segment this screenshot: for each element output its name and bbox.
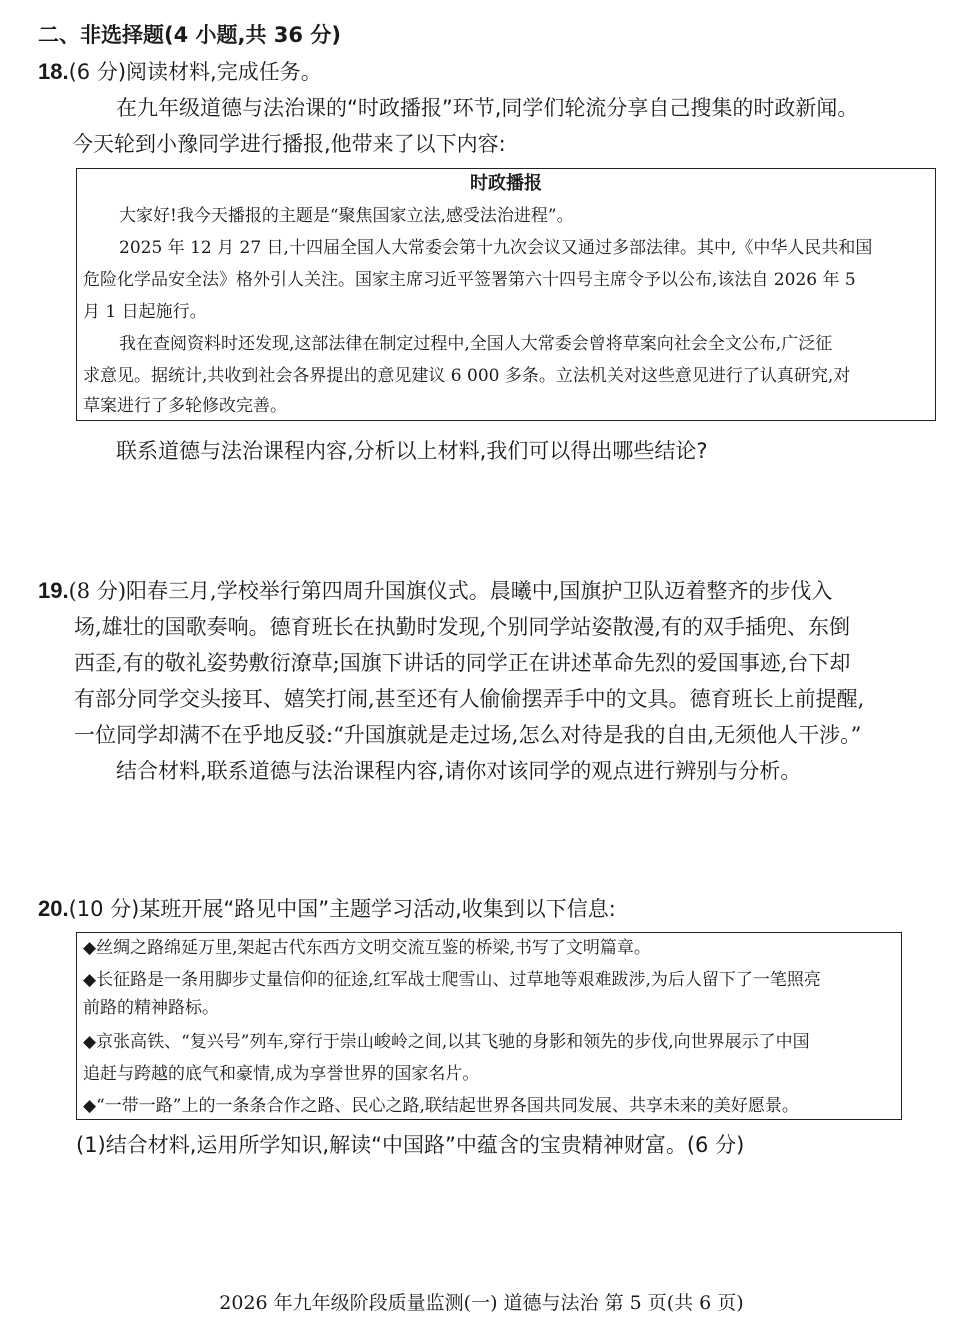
paragraph-line: (8 分)阳春三月,学校举行第四周升国旗仪式。晨曦中,国旗护卫队迈着整齐的步伐入 [68,579,833,603]
news-line: 危险化学品安全法》格外引人关注。国家主席习近平签署第六十四号主席令予以公布,该法自 2026 年 5 [83,270,856,290]
diamond-bullet-icon: ◆ [83,1096,97,1116]
news-line: 2025 年 12 月 27 日,十四届全国人大常委会第十九次会议又通过多部法律。其中,《中华人民共和国 [119,238,873,258]
question-stem: (6 分)阅读材料,完成任务。 [68,60,322,84]
paragraph-line: 一位同学却满不在乎地反驳:“升国旗就是走过场,怎么对待是我的自由,无须他人干涉。” [74,723,862,747]
question-number: 18. [38,59,69,84]
news-line: 我在查阅资料时还发现,这部法律在制定过程中,全国人大常委会曾将草案向社会全文公布,广泛征 [119,334,833,354]
news-box-title: 时政播报 [470,173,542,194]
news-line: 月 1 日起施行。 [83,302,207,322]
info-box [76,932,902,1120]
paragraph-line: 场,雄壮的国歌奏响。德育班长在执勤时发现,个别同学站姿散漫,有的双手插兜、东倒 [74,615,851,639]
news-box [76,168,936,421]
info-line: ◆长征路是一条用脚步丈量信仰的征途,红军战士爬雪山、过草地等艰难跋涉,为后人留下了一笔照亮 [83,970,821,990]
news-line: 草案进行了多轮修改完善。 [83,396,287,416]
paragraph-line: 在九年级道德与法治课的“时政播报”环节,同学们轮流分享自己搜集的时政新闻。 [116,96,859,120]
diamond-bullet-icon: ◆ [83,970,97,990]
paragraph-line: 今天轮到小豫同学进行播报,他带来了以下内容: [72,132,506,156]
question-stem: (10 分)某班开展“路见中国”主题学习活动,收集到以下信息: [68,897,616,921]
question-prompt: 联系道德与法治课程内容,分析以上材料,我们可以得出哪些结论? [116,439,708,463]
info-line: ◆京张高铁、“复兴号”列车,穿行于崇山峻岭之间,以其飞驰的身影和领先的步伐,向世界展示了中国 [83,1032,810,1052]
question-number: 19. [38,578,69,603]
info-line: 前路的精神路标。 [83,998,219,1018]
info-line: ◆“一带一路”上的一条条合作之路、民心之路,联结起世界各国共同发展、共享未来的美好愿景。 [83,1096,799,1116]
paragraph-line: 西歪,有的敬礼姿势敷衍潦草;国旗下讲话的同学正在讲述革命先烈的爱国事迹,台下却 [74,651,851,675]
paragraph-line: 有部分同学交头接耳、嬉笑打闹,甚至还有人偷偷摆弄手中的文具。德育班长上前提醒, [74,687,865,711]
page-footer: 2026 年九年级阶段质量监测(一) 道德与法治 第 5 页(共 6 页) [219,1292,744,1314]
question-prompt: 结合材料,联系道德与法治课程内容,请你对该同学的观点进行辨别与分析。 [116,759,802,783]
diamond-bullet-icon: ◆ [83,938,97,958]
news-line: 求意见。据统计,共收到社会各界提出的意见建议 6 000 多条。立法机关对这些意见进行了认真研究,对 [83,366,851,386]
diamond-bullet-icon: ◆ [83,1032,97,1052]
section-title: 二、非选择题(4 小题,共 36 分) [38,23,341,47]
info-line: ◆丝绸之路绵延万里,架起古代东西方文明交流互鉴的桥梁,书写了文明篇章。 [83,938,651,958]
question-number: 20. [38,896,69,921]
news-line: 大家好!我今天播报的主题是“聚焦国家立法,感受法治进程”。 [119,206,574,226]
sub-question-1: (1)结合材料,运用所学知识,解读“中国路”中蕴含的宝贵精神财富。(6 分) [76,1133,745,1157]
info-line: 追赶与跨越的底气和豪情,成为享誉世界的国家名片。 [83,1064,480,1084]
